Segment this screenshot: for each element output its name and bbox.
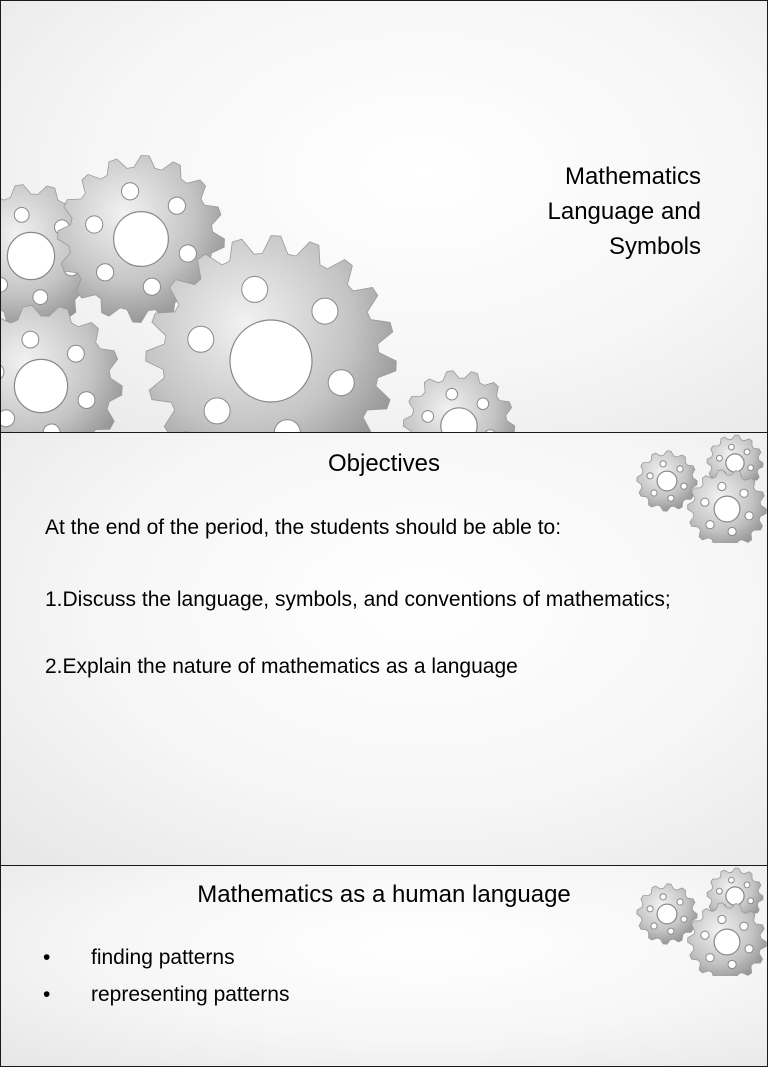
slide-objectives[interactable] [0, 432, 768, 867]
objectives-intro: At the end of the period, the students should be able to: [45, 516, 562, 539]
slide-heading: Mathematics as a human language [197, 881, 571, 908]
presentation-title [441, 159, 701, 264]
bullet-list [43, 946, 289, 1020]
title-line: Symbols [608, 233, 701, 260]
title-line: Language and [547, 198, 701, 225]
slide-human-language[interactable] [0, 865, 768, 1067]
objective-item: 1.Discuss the language, symbols, and conventions of mathematics; [45, 588, 671, 611]
title-line: Mathematics [564, 163, 701, 190]
gear-icon [688, 903, 767, 976]
slide-title[interactable] [0, 0, 768, 434]
gear-icon [688, 470, 767, 543]
bullet-marker: • [43, 946, 51, 969]
bullet-marker: • [43, 983, 51, 1006]
objective-item: 2.Explain the nature of mathematics as a language [45, 655, 518, 678]
gear-icon [403, 371, 514, 433]
list-item-text: finding patterns [91, 946, 235, 969]
slide-heading: Objectives [327, 450, 441, 477]
list-item [43, 983, 289, 1020]
list-item [43, 946, 289, 983]
list-item-text: representing patterns [91, 983, 290, 1006]
gear-icon [1, 305, 122, 433]
